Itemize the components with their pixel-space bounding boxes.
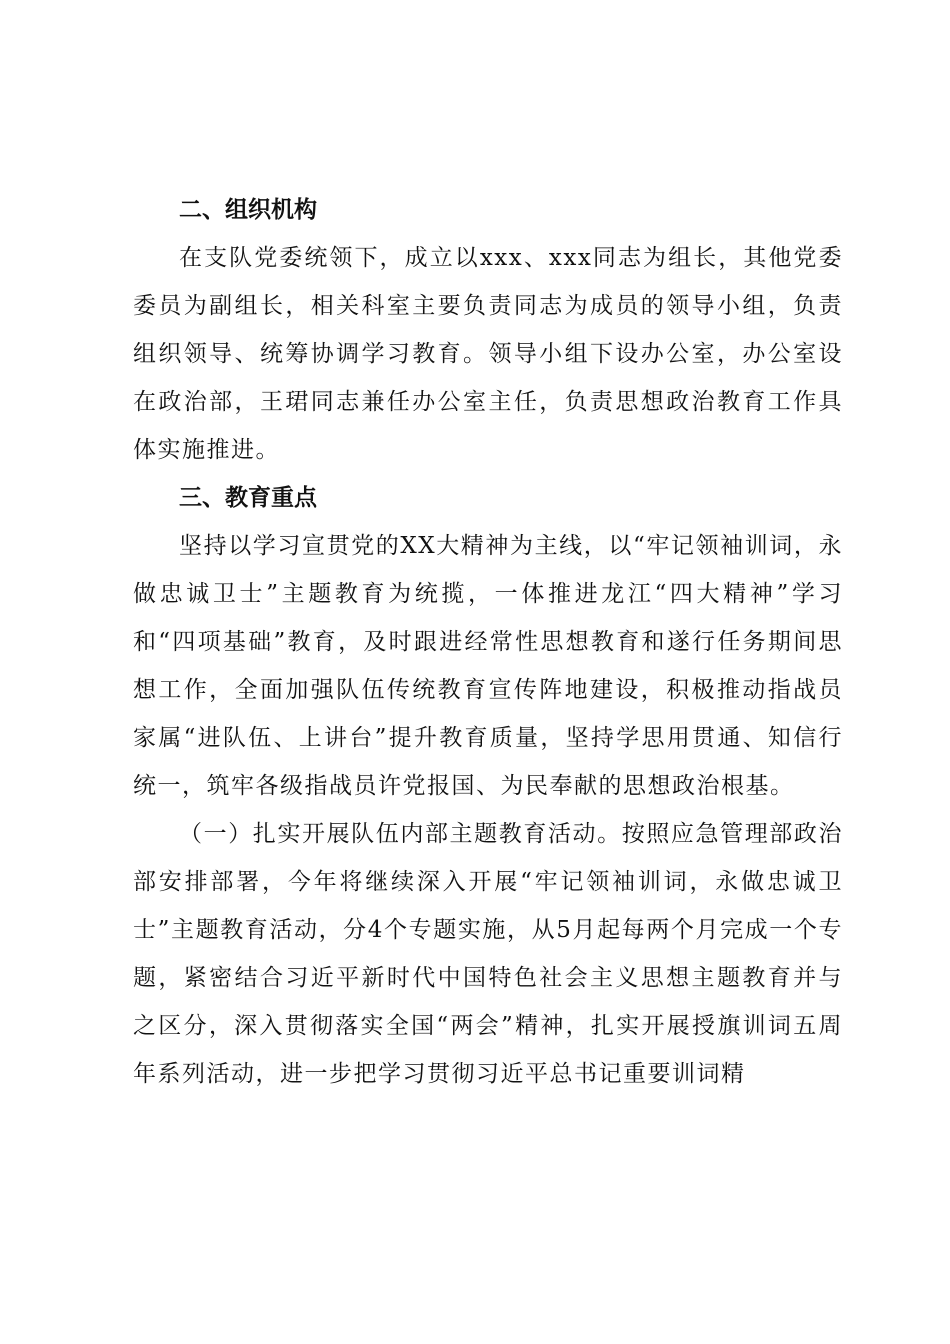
document-body	[133, 186, 843, 1098]
section-heading-organization: 二、组织机构	[179, 196, 317, 223]
paragraph-organization: 在支队党委统领下，成立以xxx、xxx同志为组长，其他党委委员为副组长，相关科室主要负责同志为成员的领导小组，负责组织领导、统筹协调学习教育。领导小组下设办公室，办公室设在政治部，王珺同志兼任办公室主任，负责思想政治教育工作具体实施推进。	[133, 245, 843, 463]
section-heading-education-focus: 三、教育重点	[179, 484, 317, 511]
paragraph-item-theme-education: （一）扎实开展队伍内部主题教育活动。按照应急管理部政治部安排部署，今年将继续深入开展“牢记领袖训词，永做忠诚卫士”主题教育活动，分4个专题实施，从5月起每两个月完成一个专题，紧密结合习近平新时代中国特色社会主义思想主题教育并与之区分，深入贯彻落实全国“两会”精神，扎实开展授旗训词五周年系列活动，进一步把学习贯彻习近平总书记重要训词精	[133, 821, 843, 1087]
paragraph-education-focus: 坚持以学习宣贯党的XX大精神为主线，以“牢记领袖训词，永做忠诚卫士”主题教育为统揽，一体推进龙江“四大精神”学习和“四项基础”教育，及时跟进经常性思想教育和遂行任务期间思想工作，全面加强队伍传统教育宣传阵地建设，积极推动指战员家属“进队伍、上讲台”提升教育质量，坚持学思用贯通、知信行统一，筑牢各级指战员许党报国、为民奉献的思想政治根基。	[133, 533, 843, 799]
